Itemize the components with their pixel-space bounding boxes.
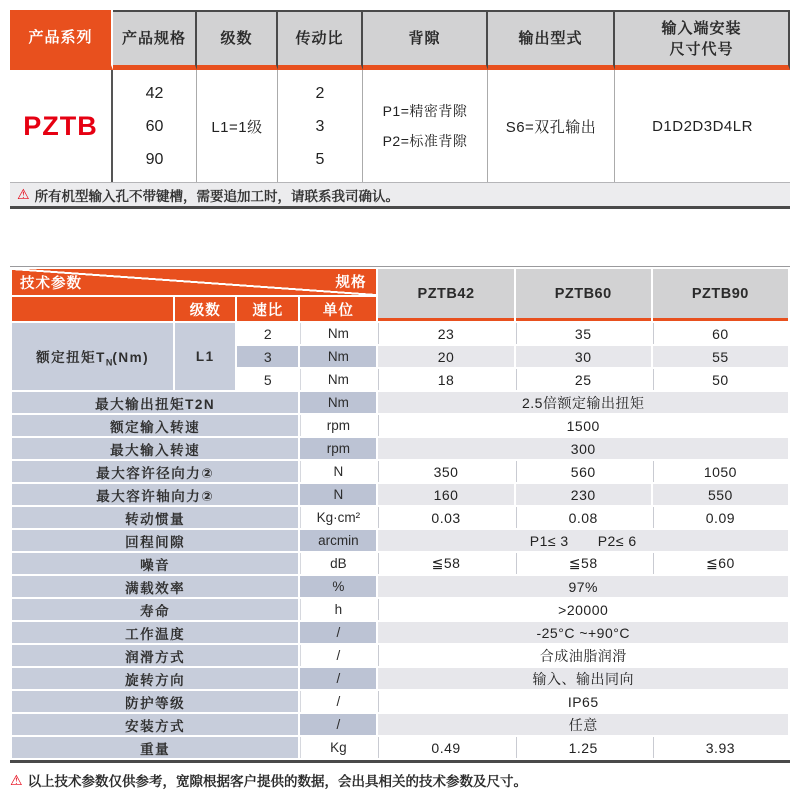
ratio-value: 2 bbox=[315, 84, 325, 102]
param-label: 寿命 bbox=[12, 599, 298, 620]
value-cell: 1.25 bbox=[516, 737, 651, 758]
corner-header-cell bbox=[12, 269, 376, 295]
param-label: 满载效率 bbox=[12, 576, 298, 597]
value-cell: 1050 bbox=[653, 461, 788, 482]
value-cell: 25 bbox=[516, 369, 651, 390]
sub-header-unit: 单位 bbox=[300, 297, 376, 321]
value-cell: ≦58 bbox=[516, 553, 651, 574]
spec-value: 60 bbox=[145, 117, 164, 135]
ratio-cell: 2 bbox=[237, 323, 298, 344]
sub-header-ratio: 速比 bbox=[237, 297, 298, 321]
spec-row bbox=[12, 714, 788, 735]
stage-cell: L1 bbox=[175, 323, 235, 390]
param-label: 最大容许径向力② bbox=[12, 461, 298, 482]
warning-triangle-icon: ⚠ bbox=[10, 771, 23, 788]
value-cell-span: -25°C ~+90°C bbox=[378, 622, 788, 643]
unit-cell: % bbox=[300, 576, 376, 597]
param-label: 额定输入转速 bbox=[12, 415, 298, 436]
param-label: 最大输出扭矩T2N bbox=[12, 392, 298, 413]
value-cell: 23 bbox=[378, 323, 513, 344]
cell-input-code bbox=[615, 70, 790, 182]
cell-series bbox=[10, 70, 113, 182]
cell-output-type bbox=[488, 70, 615, 182]
unit-cell: rpm bbox=[300, 438, 376, 459]
spec-row bbox=[12, 645, 788, 666]
value-cell: 560 bbox=[516, 461, 651, 482]
backlash-value: P1=精密背隙 bbox=[382, 103, 468, 119]
spec-row bbox=[12, 484, 788, 505]
cell-backlash bbox=[363, 70, 488, 182]
spec-row bbox=[12, 599, 788, 620]
notice-bar bbox=[10, 182, 790, 209]
param-label: 工作温度 bbox=[12, 622, 298, 643]
spec-row bbox=[12, 553, 788, 574]
param-label: 安装方式 bbox=[12, 714, 298, 735]
value-cell: 20 bbox=[378, 346, 513, 367]
header-stages: 级数 bbox=[197, 10, 278, 70]
value-cell: 60 bbox=[653, 323, 788, 344]
unit-cell: / bbox=[300, 645, 376, 666]
value-cell: 550 bbox=[653, 484, 788, 505]
header-output-type: 输出型式 bbox=[488, 10, 615, 70]
spec-row bbox=[12, 668, 788, 689]
value-cell-span: >20000 bbox=[378, 599, 788, 620]
header-ratio: 传动比 bbox=[278, 10, 363, 70]
unit-cell: h bbox=[300, 599, 376, 620]
value-cell: 18 bbox=[378, 369, 513, 390]
value-cell-span: 1500 bbox=[378, 415, 788, 436]
value-cell: 160 bbox=[378, 484, 513, 505]
unit-cell: / bbox=[300, 668, 376, 689]
ratio-cell: 3 bbox=[237, 346, 298, 367]
header-input-code bbox=[615, 10, 790, 70]
value-cell: 0.08 bbox=[516, 507, 651, 528]
footer-note bbox=[10, 770, 790, 790]
unit-cell: Nm bbox=[300, 392, 376, 413]
spec-row bbox=[12, 415, 788, 436]
header-input-code-line2: 尺寸代号 bbox=[669, 40, 734, 58]
backlash-value: P2=标准背隙 bbox=[382, 133, 468, 149]
value-cell: 0.49 bbox=[378, 737, 513, 758]
cell-stages bbox=[197, 70, 278, 182]
value-cell: ≦58 bbox=[378, 553, 513, 574]
footer-note-text: 以上技术参数仅供参考，宽隙根据客户提供的数据，会出具相关的技术参数及尺寸。 bbox=[27, 774, 528, 789]
unit-cell: / bbox=[300, 622, 376, 643]
corner-label-parameters: 技术参数 bbox=[20, 276, 82, 292]
value-cell: 230 bbox=[516, 484, 651, 505]
spec-row bbox=[12, 461, 788, 482]
value-cell-span: 2.5倍额定输出扭矩 bbox=[378, 392, 788, 413]
spec-row bbox=[12, 392, 788, 413]
unit-cell: Nm bbox=[300, 346, 376, 367]
unit-cell: Nm bbox=[300, 323, 376, 344]
value-cell-span: 合成油脂润滑 bbox=[378, 645, 788, 666]
value-cell: 55 bbox=[653, 346, 788, 367]
sub-header-blank bbox=[12, 297, 173, 321]
value-cell: 30 bbox=[516, 346, 651, 367]
output-type-value: S6=双孔输出 bbox=[505, 118, 597, 136]
value-cell-span: P1≤ 3 P2≤ 6 bbox=[378, 530, 788, 551]
unit-cell: rpm bbox=[300, 415, 376, 436]
model-header-pztb90: PZTB90 bbox=[653, 269, 788, 321]
header-product-series: 产品系列 bbox=[10, 10, 113, 70]
unit-cell: Nm bbox=[300, 369, 376, 390]
value-cell: 50 bbox=[653, 369, 788, 390]
spec-table-body bbox=[12, 323, 788, 758]
spec-table-wrap bbox=[10, 266, 790, 763]
warning-triangle-icon: ⚠ bbox=[17, 186, 30, 202]
model-header-pztb42: PZTB42 bbox=[378, 269, 513, 321]
notice-text: 所有机型输入孔不带键槽，需要追加工时，请联系我司确认。 bbox=[34, 188, 400, 204]
spec-row bbox=[12, 323, 788, 344]
param-label: 转动惯量 bbox=[12, 507, 298, 528]
ratio-cell: 5 bbox=[237, 369, 298, 390]
header-product-spec: 产品规格 bbox=[113, 10, 197, 70]
spec-row bbox=[12, 530, 788, 551]
stages-value: L1=1级 bbox=[211, 118, 263, 136]
unit-cell: N bbox=[300, 484, 376, 505]
series-name: PZTB bbox=[23, 110, 98, 141]
spec-row bbox=[12, 622, 788, 643]
value-cell-span: 300 bbox=[378, 438, 788, 459]
value-cell: 3.93 bbox=[653, 737, 788, 758]
unit-cell: / bbox=[300, 714, 376, 735]
unit-cell: Kg bbox=[300, 737, 376, 758]
header-input-code-line1: 输入端安装 bbox=[661, 19, 742, 37]
unit-cell: arcmin bbox=[300, 530, 376, 551]
ratio-value: 5 bbox=[315, 150, 325, 168]
unit-cell: Kg·cm² bbox=[300, 507, 376, 528]
param-label: 最大输入转速 bbox=[12, 438, 298, 459]
value-cell-span: IP65 bbox=[378, 691, 788, 712]
value-cell-span: 输入、输出同向 bbox=[378, 668, 788, 689]
unit-cell: dB bbox=[300, 553, 376, 574]
header-backlash: 背隙 bbox=[363, 10, 488, 70]
unit-cell: / bbox=[300, 691, 376, 712]
value-cell-span: 97% bbox=[378, 576, 788, 597]
corner-label-spec: 规格 bbox=[335, 275, 367, 291]
value-cell: 0.09 bbox=[653, 507, 788, 528]
sub-header-stages: 级数 bbox=[175, 297, 235, 321]
input-code-value: D1D2D3D4LR bbox=[652, 117, 753, 135]
param-label: 旋转方向 bbox=[12, 668, 298, 689]
value-cell: 35 bbox=[516, 323, 651, 344]
param-label: 最大容许轴向力② bbox=[12, 484, 298, 505]
param-label-rated-torque: 额定扭矩$T_N(Nm)$ bbox=[12, 323, 173, 390]
spec-row bbox=[12, 576, 788, 597]
value-cell: 350 bbox=[378, 461, 513, 482]
cell-spec bbox=[113, 70, 197, 182]
spec-row bbox=[12, 438, 788, 459]
model-header-pztb60: PZTB60 bbox=[516, 269, 651, 321]
unit-cell: N bbox=[300, 461, 376, 482]
ratio-value: 3 bbox=[315, 117, 325, 135]
value-cell: ≦60 bbox=[653, 553, 788, 574]
spec-row bbox=[12, 737, 788, 758]
cell-ratio bbox=[278, 70, 363, 182]
value-cell: 0.03 bbox=[378, 507, 513, 528]
spec-row bbox=[12, 691, 788, 712]
spec-value: 90 bbox=[145, 150, 164, 168]
param-label: 回程间隙 bbox=[12, 530, 298, 551]
product-series-table bbox=[10, 10, 790, 182]
spec-value: 42 bbox=[145, 84, 164, 102]
spec-row bbox=[12, 507, 788, 528]
value-cell-span: 任意 bbox=[378, 714, 788, 735]
param-label: 重量 bbox=[12, 737, 298, 758]
param-label: 防护等级 bbox=[12, 691, 298, 712]
spec-table bbox=[10, 267, 790, 760]
param-label: 噪音 bbox=[12, 553, 298, 574]
param-label: 润滑方式 bbox=[12, 645, 298, 666]
